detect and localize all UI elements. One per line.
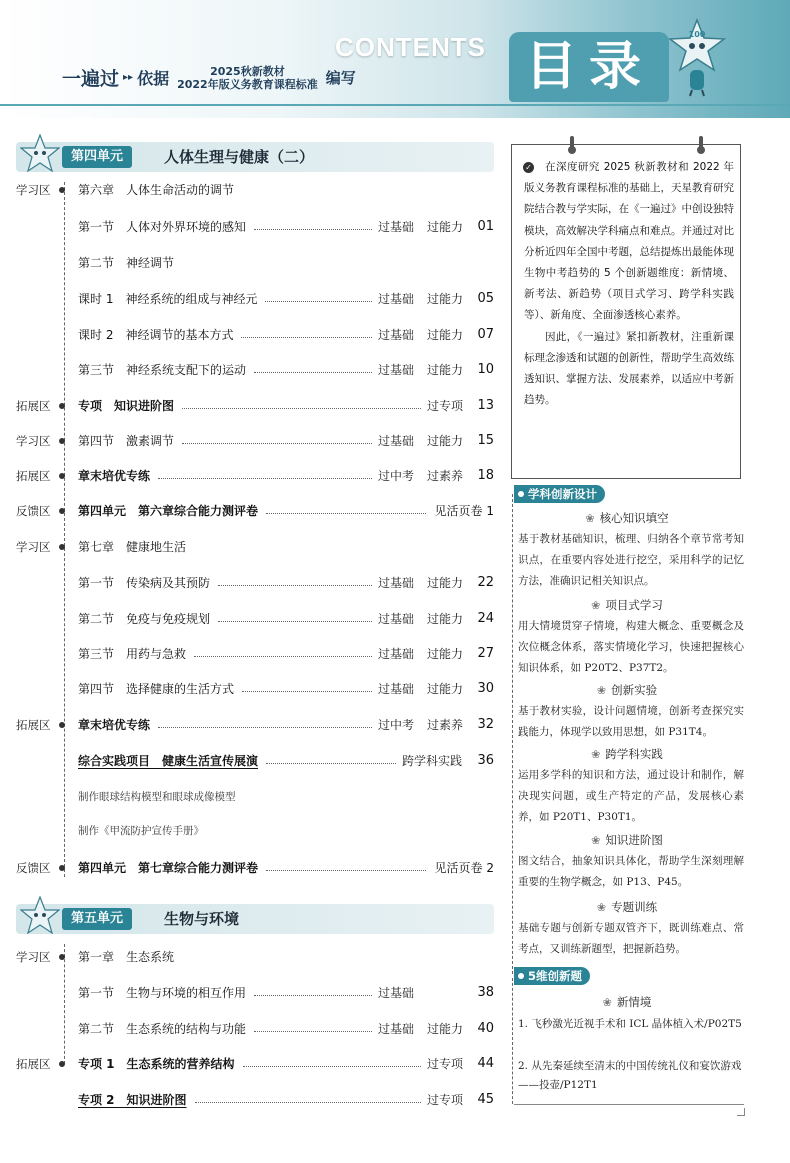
five-dim-item: 1. 飞秒激光近视手术和 ICL 晶体植入术/P02T5 xyxy=(518,1018,742,1030)
toc-title: 专项 2 知识进阶图 xyxy=(78,1093,187,1107)
toc-title: 第一节 生物与环境的相互作用 xyxy=(78,986,247,1000)
dot-leader xyxy=(158,727,372,728)
tag-label: 过能力 xyxy=(427,576,464,590)
bullet-dot-icon xyxy=(59,1061,65,1067)
feature-title-text: 项目式学习 xyxy=(605,598,663,612)
mulu-title: 目录 xyxy=(524,37,653,97)
toc-title: 第七章 健康地生活 xyxy=(78,540,187,554)
intro-text xyxy=(524,157,734,411)
feature-title-text: 知识进阶图 xyxy=(605,833,663,847)
subtitle xyxy=(62,64,356,91)
dot-leader xyxy=(158,478,372,479)
toc-row[interactable] xyxy=(0,502,500,520)
page-number: 30 xyxy=(477,681,494,696)
dot-leader xyxy=(194,656,372,657)
unit4-banner xyxy=(16,142,494,172)
tag-label: 过基础 xyxy=(378,576,415,590)
page-number: 见活页卷 2 xyxy=(434,861,494,875)
bullet-dot-icon xyxy=(59,722,65,728)
page-number: 见活页卷 1 xyxy=(434,504,494,518)
intro-paragraph-2: 因此，《一遍过》紧扣新教材，注重新课标理念渗透和试题的创新性，帮助学生高效练透知识、掌握方法、发展素养，以适应中考新趋势。 xyxy=(524,330,734,407)
zone-label: 学习区 xyxy=(16,540,51,554)
feature-title-text: 核心知识填空 xyxy=(599,511,669,525)
feature-title xyxy=(512,681,742,700)
bullet-dot-icon xyxy=(59,865,65,871)
page-number: 38 xyxy=(477,985,494,1000)
dot-leader xyxy=(254,995,372,996)
dot-leader xyxy=(182,443,372,444)
unit5-title: 生物与环境 xyxy=(164,910,240,928)
toc-row[interactable] xyxy=(0,397,500,415)
unit4-rail xyxy=(64,182,65,877)
toc-row[interactable] xyxy=(0,432,500,450)
corner-mark xyxy=(737,1108,745,1116)
page-number: 36 xyxy=(477,753,494,768)
toc-row[interactable] xyxy=(0,645,500,663)
tag-label: 过能力 xyxy=(427,1022,464,1036)
dot-leader xyxy=(254,1031,372,1032)
tag-label: 过基础 xyxy=(378,434,415,448)
page-number: 45 xyxy=(477,1092,494,1107)
edition-stack xyxy=(177,65,318,91)
bullet-dot-icon xyxy=(59,438,65,444)
tag-label: 过能力 xyxy=(427,292,464,306)
dot-leader xyxy=(182,408,421,409)
five-dim-title-text: 新情境 xyxy=(616,995,652,1009)
feature-body: 基础专题与创新专题双管齐下，既训练难点、常考点，又训练新题型，把握新趋势。 xyxy=(518,922,744,955)
dot-leader xyxy=(242,691,372,692)
page-number: 18 xyxy=(477,468,494,483)
feature-title xyxy=(512,831,742,850)
intro-paragraph-1: 在深度研究 2025 秋新教材和 2022 年版义务教育课程标准的基础上，天星教育研究院结合教与学实际，在《一遍过》中创设独特模块，高效解决学科痛点和难点。并通过对比分析近四年全国中考题，总结提炼出最能体现生物中考趋势的 5 个创新题维度：新情境、新考法、新趋势（项目式学习、跨学科实践等）、新角度、全面渗透核心素养。 xyxy=(524,161,734,322)
header-divider xyxy=(0,104,790,106)
toc-row[interactable] xyxy=(0,610,500,628)
unit4-tag: 第四单元 xyxy=(62,146,132,168)
tag-label: 过素养 xyxy=(427,469,464,483)
bottom-rule xyxy=(514,1104,744,1105)
check-icon: ✓ xyxy=(523,162,534,173)
project-subitem xyxy=(0,822,500,840)
toc-title: 综合实践项目 健康生活宣传展演 xyxy=(78,754,259,768)
dot-leader xyxy=(218,585,372,586)
dot-leader xyxy=(266,763,396,764)
feature-body: 用大情境贯穿子情境，构建大概念、重要概念及次位概念体系，落实情境化学习，快速把握核心知识体系，如 P20T2、P37T2。 xyxy=(518,620,744,674)
bullet-dot-icon xyxy=(59,544,65,550)
tag-label: 过基础 xyxy=(378,363,415,377)
mulu-badge xyxy=(509,32,669,102)
edition-line-1: 2025秋新教材 xyxy=(210,64,285,78)
toc-row[interactable] xyxy=(0,290,500,308)
toc-title: 第二节 神经调节 xyxy=(78,256,175,270)
arrow-icon: ▸▸ xyxy=(123,72,134,83)
tag-label: 过基础 xyxy=(378,292,415,306)
project-subitem-text: 制作眼球结构模型和眼球成像模型 xyxy=(78,791,236,803)
dot-leader xyxy=(243,1066,421,1067)
dot-leader xyxy=(195,1102,421,1103)
toc-row[interactable] xyxy=(0,680,500,698)
tag-label: 过基础 xyxy=(378,220,415,234)
toc-row[interactable] xyxy=(0,467,500,485)
zone-label: 学习区 xyxy=(16,434,51,448)
project-subitem xyxy=(0,788,500,806)
toc-title: 第一节 传染病及其预防 xyxy=(78,576,211,590)
flower-icon: ❀ xyxy=(591,834,601,847)
toc-title: 章末培优专练 xyxy=(78,718,151,732)
write-label: 编写 xyxy=(325,69,356,87)
dot-leader xyxy=(218,621,372,622)
mascot-icon xyxy=(20,134,60,174)
brand-name: 一遍过 xyxy=(62,68,120,90)
tag-label: 过基础 xyxy=(378,647,415,661)
zone-label: 反馈区 xyxy=(16,504,51,518)
toc-title: 第三节 神经系统支配下的运动 xyxy=(78,363,247,377)
basis-label: 依据 xyxy=(137,69,170,88)
bullet-dot-icon xyxy=(59,473,65,479)
toc-row[interactable] xyxy=(0,218,500,236)
toc-row[interactable] xyxy=(0,538,500,556)
flower-icon: ❀ xyxy=(585,512,595,525)
feature-title xyxy=(512,596,742,615)
feature-title-text: 跨学科实践 xyxy=(605,747,663,761)
toc-title: 第六章 人体生命活动的调节 xyxy=(78,183,235,197)
tag-label: 过中考 xyxy=(378,718,415,732)
five-dim-title xyxy=(512,993,742,1012)
pin-icon xyxy=(570,136,574,150)
page-number: 15 xyxy=(477,433,494,448)
tag-label: 过能力 xyxy=(427,682,464,696)
tag-label: 过基础 xyxy=(378,682,415,696)
toc-title: 第四单元 第六章综合能力测评卷 xyxy=(78,504,259,518)
five-dim-header: 5维创新题 xyxy=(514,967,590,985)
toc-title: 第一章 生态系统 xyxy=(78,950,175,964)
mascot-icon xyxy=(20,896,60,936)
toc-row[interactable] xyxy=(0,752,500,770)
page-number: 13 xyxy=(477,398,494,413)
tag-label: 过能力 xyxy=(427,647,464,661)
page-number: 01 xyxy=(477,219,494,234)
feature-title-text: 专题训练 xyxy=(611,900,658,914)
feature-title xyxy=(512,745,742,764)
tag-label: 过基础 xyxy=(378,986,415,1000)
flower-icon: ❀ xyxy=(596,901,607,914)
contents-label: CONTENTS xyxy=(335,32,486,62)
bullet-dot-icon xyxy=(59,403,65,409)
page-number: 05 xyxy=(477,291,494,306)
toc-row[interactable] xyxy=(0,1020,500,1038)
dot-leader xyxy=(254,372,372,373)
tag-label: 过专项 xyxy=(427,1057,464,1071)
flower-icon: ❀ xyxy=(591,748,601,761)
dot-leader xyxy=(266,870,426,871)
toc-row[interactable] xyxy=(0,859,500,877)
tag-label: 过中考 xyxy=(378,469,415,483)
tag-label: 过专项 xyxy=(427,399,464,413)
zone-label: 拓展区 xyxy=(16,399,51,413)
tag-label: 过素养 xyxy=(427,718,464,732)
toc-title: 章末培优专练 xyxy=(78,469,151,483)
tag-label: 过能力 xyxy=(427,363,464,377)
bullet-dot-icon xyxy=(59,187,65,193)
zone-label: 学习区 xyxy=(16,950,51,964)
page-number: 10 xyxy=(477,362,494,377)
toc-row[interactable] xyxy=(0,716,500,734)
toc-title: 课时 2 神经调节的基本方式 xyxy=(78,328,234,342)
toc-row[interactable] xyxy=(0,361,500,379)
feature-title xyxy=(512,509,742,528)
tag-label: 过能力 xyxy=(427,612,464,626)
toc-row[interactable] xyxy=(0,948,500,966)
page-number: 24 xyxy=(477,611,494,626)
feature-title-text: 创新实验 xyxy=(611,683,658,697)
zone-label: 学习区 xyxy=(16,183,51,197)
feature-body: 图文结合，抽象知识具体化，帮助学生深刻理解重要的生物学概念，如 P13、P45。 xyxy=(518,855,744,888)
star-mascot-icon xyxy=(668,18,726,98)
innovation-header: 学科创新设计 xyxy=(514,485,605,503)
tag-label: 过能力 xyxy=(427,220,464,234)
bullet-dot-icon xyxy=(59,954,65,960)
tag-label: 过基础 xyxy=(378,612,415,626)
pin-icon xyxy=(699,136,703,150)
unit5-banner xyxy=(16,904,494,934)
toc-title: 第四节 选择健康的生活方式 xyxy=(78,682,235,696)
feature-title xyxy=(512,898,742,917)
page-number: 32 xyxy=(477,717,494,732)
dot-leader xyxy=(254,229,372,230)
toc-title: 第四单元 第七章综合能力测评卷 xyxy=(78,861,259,875)
toc-title: 专项 知识进阶图 xyxy=(78,399,175,413)
feature-body: 基于教材基础知识，梳理、归纳各个章节常考知识点，在重要内容处进行挖空，采用科学的记忆方法，准确识记相关知识点。 xyxy=(518,533,744,587)
dot-leader xyxy=(266,513,426,514)
dot-leader xyxy=(265,301,372,302)
flower-icon: ❀ xyxy=(602,996,612,1009)
tag-label: 过基础 xyxy=(378,1022,415,1036)
tag-label: 过能力 xyxy=(427,434,464,448)
page-number: 40 xyxy=(477,1021,494,1036)
zone-label: 拓展区 xyxy=(16,718,51,732)
toc-row[interactable] xyxy=(0,1055,500,1073)
tag-label: 过基础 xyxy=(378,328,415,342)
toc-row[interactable] xyxy=(0,254,500,272)
toc-row[interactable] xyxy=(0,326,500,344)
page-number: 07 xyxy=(477,327,494,342)
toc-title: 课时 1 神经系统的组成与神经元 xyxy=(78,292,258,306)
toc-row[interactable] xyxy=(0,181,500,199)
toc-title: 第四节 激素调节 xyxy=(78,434,175,448)
unit4-title: 人体生理与健康（二） xyxy=(164,148,315,166)
toc-title: 第一节 人体对外界环境的感知 xyxy=(78,220,247,234)
bullet-dot-icon xyxy=(59,508,65,514)
toc-row[interactable] xyxy=(0,1091,500,1109)
tag-label: 过能力 xyxy=(427,328,464,342)
tag-label: 跨学科实践 xyxy=(402,754,463,768)
dot-leader xyxy=(241,337,372,338)
svg-text:100: 100 xyxy=(688,30,706,39)
toc-row[interactable] xyxy=(0,574,500,592)
zone-label: 反馈区 xyxy=(16,861,51,875)
project-subitem-text: 制作《甲流防护宣传手册》 xyxy=(78,825,204,837)
feature-body: 运用多学科的知识和方法，通过设计和制作，解决现实问题，或生产特定的产品，发展核心素养，如 P20T1、P30T1。 xyxy=(518,769,744,823)
flower-icon: ❀ xyxy=(596,684,607,697)
edition-line-2: 2022年版义务教育课程标准 xyxy=(177,77,318,91)
toc-row[interactable] xyxy=(0,984,500,1002)
page-number: 22 xyxy=(477,575,494,590)
toc-title: 第三节 用药与急救 xyxy=(78,647,187,661)
page-number: 27 xyxy=(477,646,494,661)
intro-box xyxy=(511,144,741,479)
toc-title: 第二节 免疫与免疫规划 xyxy=(78,612,211,626)
zone-label: 拓展区 xyxy=(16,1057,51,1071)
unit5-tag: 第五单元 xyxy=(62,908,132,930)
page-number: 44 xyxy=(477,1056,494,1071)
five-dim-item: 2. 从先秦延续至清末的中国传统礼仪和宴饮游戏——投壶/P12T1 xyxy=(518,1060,742,1091)
toc-title: 第二节 生态系统的结构与功能 xyxy=(78,1022,247,1036)
flower-icon: ❀ xyxy=(591,599,601,612)
zone-label: 拓展区 xyxy=(16,469,51,483)
feature-body: 基于教材实验，设计问题情境，创新考查探究实践能力，体现学以致用思想，如 P31T4。 xyxy=(518,705,744,738)
tag-label: 过专项 xyxy=(427,1093,464,1107)
toc-title: 专项 1 生态系统的营养结构 xyxy=(78,1057,235,1071)
